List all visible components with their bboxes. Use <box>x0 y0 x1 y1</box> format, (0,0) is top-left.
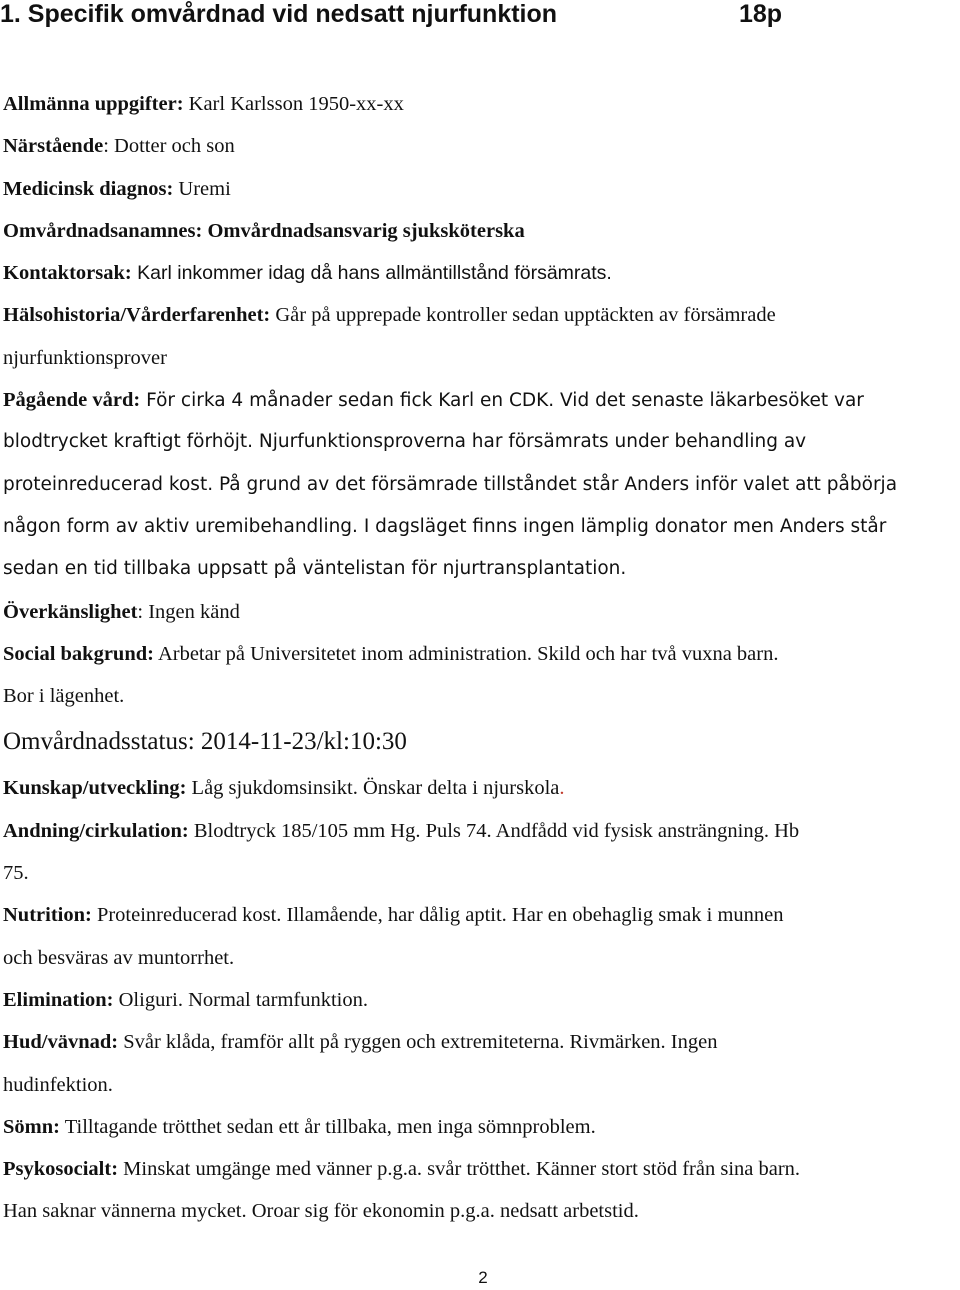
psychosocial-continued <box>3 1190 960 1232</box>
nutrition-line <box>3 894 960 936</box>
field-value: och besväras av muntorrhet. <box>3 946 235 969</box>
sleep-line <box>3 1106 960 1148</box>
field-value: Karl inkommer idag då hans allmäntillstånd försämrats. <box>131 262 612 285</box>
field-value: Vid det senaste läkarbesöket var <box>554 390 864 412</box>
diagnosis-line <box>3 168 960 210</box>
field-value: Proteinreducerad kost. Illamående, har dålig aptit. Har en obehaglig smak i munnen <box>91 904 784 927</box>
social-background-line <box>3 633 960 675</box>
anamnesis-line <box>3 210 960 252</box>
nursing-status-heading: Omvårdnadsstatus: 2014-11-23/kl:10:30 <box>3 728 407 756</box>
field-label: Kontaktorsak: <box>3 262 132 285</box>
field-value-end: . <box>559 777 565 800</box>
field-value: blodtrycket kraftigt förhöjt. Njurfunktionsproverna har försämrats under behandling av <box>3 431 807 453</box>
page-footer <box>0 1268 960 1288</box>
field-label: Överkänslighet <box>3 600 138 623</box>
ongoing-care-continued <box>3 421 960 463</box>
field-value: Minskat umgänge med vänner p.g.a. svår trötthet. Känner stort stöd från sina barn. <box>118 1158 801 1181</box>
field-value: Svår klåda, framför allt på ryggen och extremiteterna. Rivmärken. Ingen <box>118 1031 718 1054</box>
general-info-line <box>3 83 960 125</box>
breathing-circulation-continued <box>3 852 960 894</box>
health-history-line <box>3 294 960 336</box>
field-label: Psykosocialt: <box>3 1158 119 1181</box>
health-history-continued <box>3 337 960 379</box>
field-value: Går på upprepade kontroller sedan upptäckten av försämrade <box>270 304 776 327</box>
field-label: Omvårdnadsanamnes: Omvårdnadsansvarig sjuksköterska <box>3 219 525 242</box>
relatives-line <box>3 125 960 167</box>
field-value: njurfunktionsprover <box>3 346 167 369</box>
field-label: Pågående vård: <box>3 389 141 412</box>
field-value: Bor i lägenhet. <box>3 685 125 708</box>
field-label: Andning/cirkulation: <box>3 819 189 842</box>
page-number: 2 <box>478 1268 488 1287</box>
field-value: Blodtryck 185/105 mm Hg. Puls 74. Andfådd vid fysisk ansträngning. Hb <box>188 819 800 842</box>
ongoing-care-line <box>3 379 960 421</box>
ongoing-care-continued <box>3 548 960 590</box>
patient-case-body <box>3 83 960 1233</box>
psychosocial-line <box>3 1148 960 1190</box>
section-title: 1. Specifik omvårdnad vid nedsatt njurfunktion <box>0 0 558 28</box>
field-label: Elimination: <box>3 988 114 1011</box>
elimination-line <box>3 979 960 1021</box>
field-value: Han saknar vännerna mycket. Oroar sig för ekonomin p.g.a. nedsatt arbetstid. <box>3 1200 639 1223</box>
field-value: hudinfektion. <box>3 1073 113 1096</box>
points-label: 18p <box>739 0 783 28</box>
field-label: Social bakgrund: <box>3 642 154 665</box>
field-value: Låg sjukdomsinsikt. Önskar delta i njurskola <box>186 777 560 800</box>
ongoing-care-continued <box>3 506 960 548</box>
field-value: Tilltagande trötthet sedan ett år tillbaka, men inga sömnproblem. <box>59 1115 596 1138</box>
knowledge-line <box>3 767 960 809</box>
field-value: För cirka 4 månader sedan fick Karl en CDK. <box>140 390 555 412</box>
ongoing-care-continued <box>3 464 960 506</box>
field-label: Närstående <box>3 135 104 158</box>
field-value: proteinreducerad kost. På grund av det försämrade tillståndet står Anders inför valet att påbörja <box>3 473 898 495</box>
social-background-continued <box>3 675 960 717</box>
nutrition-continued <box>3 937 960 979</box>
field-value: Oliguri. Normal tarmfunktion. <box>113 988 368 1011</box>
allergy-line <box>3 591 960 633</box>
field-value: sedan en tid tillbaka uppsatt på väntelistan för njurtransplantation. <box>3 558 627 580</box>
field-label: Nutrition: <box>3 904 92 927</box>
field-value: Uremi <box>173 177 231 200</box>
skin-tissue-line <box>3 1021 960 1063</box>
field-label: Hud/vävnad: <box>3 1031 119 1054</box>
contact-reason-line <box>3 252 960 294</box>
breathing-circulation-line <box>3 810 960 852</box>
field-value: : Dotter och son <box>103 135 235 158</box>
field-label: Medicinsk diagnos: <box>3 177 174 200</box>
field-value: någon form av aktiv uremibehandling. I dagsläget finns ingen lämplig donator men Anders står <box>3 515 887 537</box>
field-value: Karl Karlsson 1950-xx-xx <box>183 93 404 115</box>
field-label: Sömn: <box>3 1115 60 1138</box>
field-value: : Ingen känd <box>137 600 240 623</box>
field-value: Arbetar på Universitetet inom administration. Skild och har två vuxna barn. <box>153 642 779 665</box>
skin-tissue-continued <box>3 1064 960 1106</box>
field-label: Allmänna uppgifter: <box>3 93 184 115</box>
section-heading <box>0 0 960 35</box>
field-label: Hälsohistoria/Vårderfarenhet: <box>3 304 271 327</box>
field-label: Kunskap/utveckling: <box>3 777 187 800</box>
field-value: 75. <box>3 862 29 885</box>
